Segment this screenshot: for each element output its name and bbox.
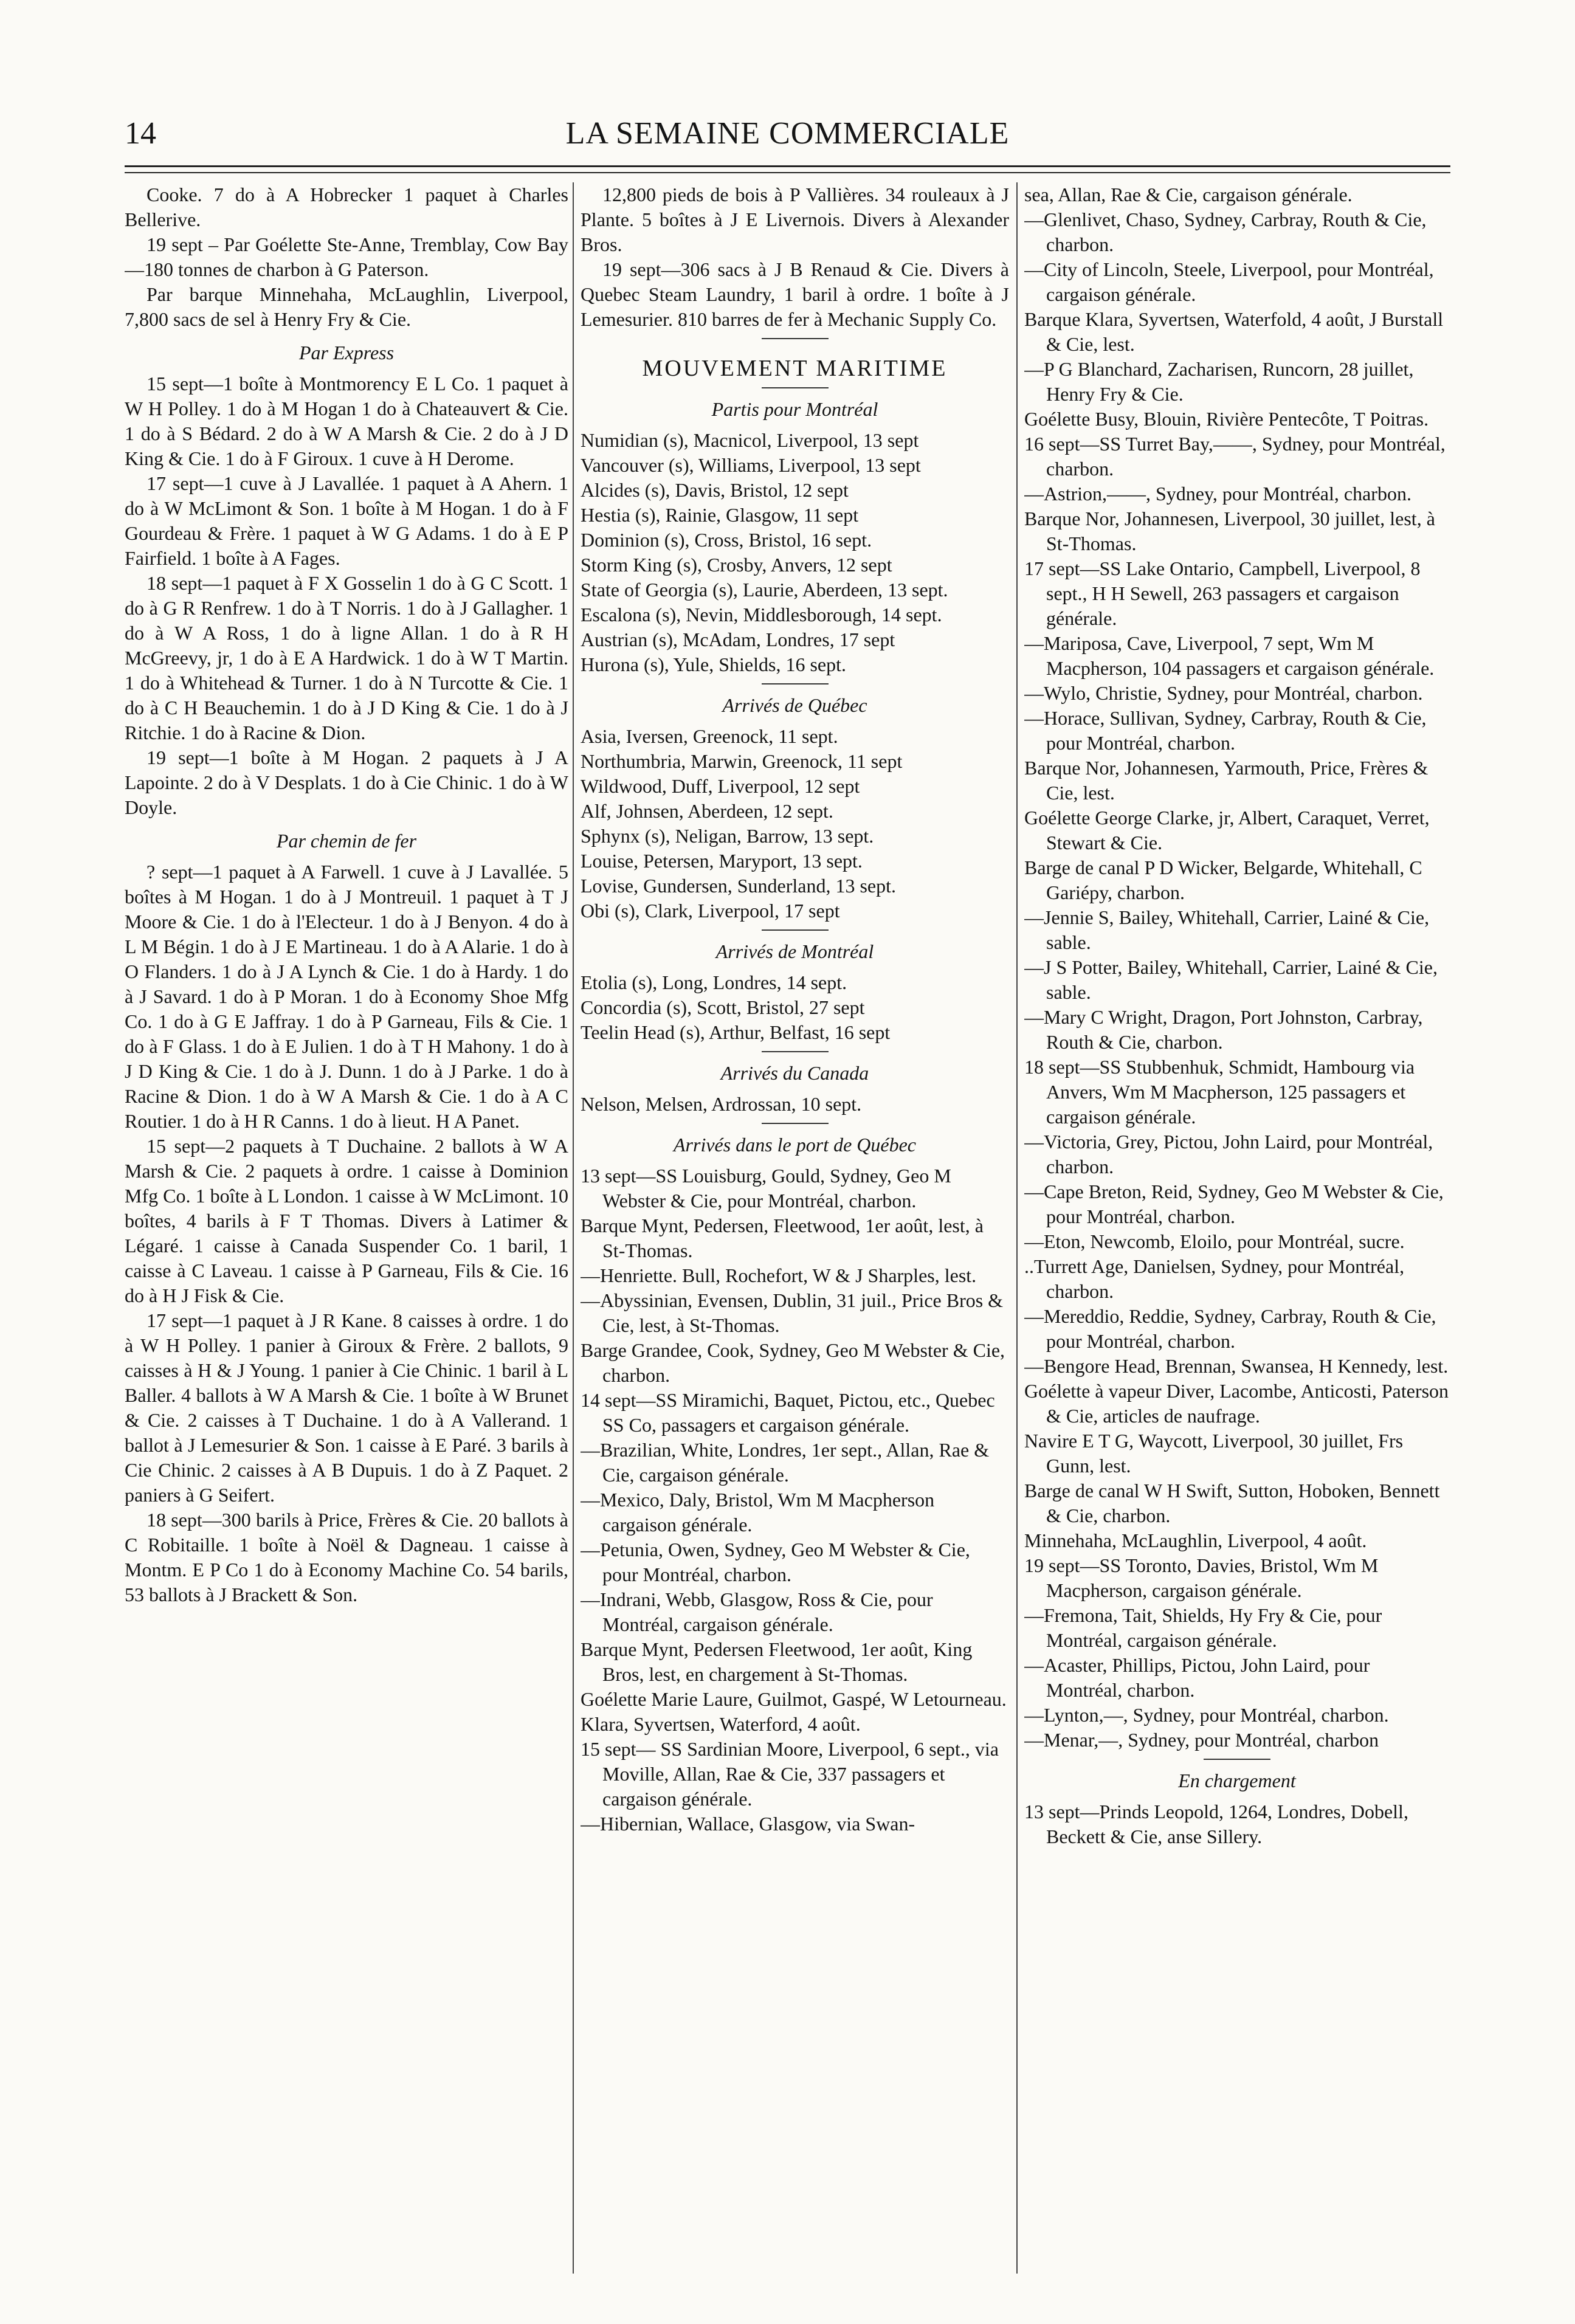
list-item: 19 sept—SS Toronto, Davies, Bristol, Wm M Macpherson, cargaison générale. — [1024, 1554, 1379, 1601]
list-item: Obi (s), Clark, Liverpool, 17 sept — [581, 900, 840, 922]
column-2 — [581, 182, 1009, 2274]
list-item: Barque Nor, Johannesen, Liverpool, 30 juillet, lest, à St-Thomas. — [1024, 508, 1435, 554]
subheading-port-quebec: Arrivés dans le port de Québec — [673, 1134, 916, 1156]
list-item: —Glenlivet, Chaso, Sydney, Carbray, Routh & Cie, charbon. — [1024, 209, 1427, 255]
list-item: —Indrani, Webb, Glasgow, Ross & Cie, pour Montréal, cargaison générale. — [581, 1588, 933, 1635]
list-arrives-montreal — [581, 970, 1009, 1045]
list-item: Goélette George Clarke, jr, Albert, Caraquet, Verret, Stewart & Cie. — [1024, 807, 1430, 853]
list-item: Minnehaha, McLaughlin, Liverpool, 4 août. — [1024, 1529, 1367, 1551]
list-item: —Wylo, Christie, Sydney, pour Montréal, charbon. — [1024, 682, 1423, 704]
list-item: —Mexico, Daly, Bristol, Wm M Macpherson cargaison générale. — [581, 1489, 935, 1536]
list-item: 18 sept—SS Stubbenhuk, Schmidt, Hambourg via Anvers, Wm M Macpherson, 125 passagers et cargaison générale. — [1024, 1056, 1415, 1128]
subheading-arrives-canada: Arrivés du Canada — [720, 1062, 869, 1084]
subheading-en-chargement: En chargement — [1178, 1770, 1296, 1791]
railway-paragraph: 18 sept—300 barils à Price, Frères & Cie. 20 ballots à C Robitaille. 1 boîte à Noël & Dagneau. 1 caisse à Montm. E P Co 1 do à Economy Machine Co. 54 barils, 53 ballots à J Brackett & Son. — [125, 1509, 568, 1605]
list-item: —Petunia, Owen, Sydney, Geo M Webster & Cie, pour Montréal, charbon. — [581, 1539, 970, 1585]
list-item: —Cape Breton, Reid, Sydney, Geo M Webster & Cie, pour Montréal, charbon. — [1024, 1181, 1444, 1227]
list-item: —Henriette. Bull, Rochefort, W & J Sharples, lest. — [581, 1264, 977, 1286]
list-item: Barge de canal W H Swift, Sutton, Hoboken, Bennett & Cie, charbon. — [1024, 1480, 1440, 1526]
section-title-mouvement-maritime: MOUVEMENT MARITIME — [642, 356, 948, 381]
section-rule — [762, 683, 829, 684]
list-item: Vancouver (s), Williams, Liverpool, 13 sept — [581, 454, 921, 476]
list-item: Teelin Head (s), Arthur, Belfast, 16 sept — [581, 1021, 891, 1043]
list-item: —Mereddio, Reddie, Sydney, Carbray, Routh & Cie, pour Montréal, charbon. — [1024, 1305, 1436, 1352]
list-item: —Bengore Head, Brennan, Swansea, H Kennedy, lest. — [1024, 1355, 1449, 1377]
list-item: 13 sept—Prinds Leopold, 1264, Londres, Dobell, Beckett & Cie, anse Sillery. — [1024, 1801, 1408, 1847]
list-item: 16 sept—SS Turret Bay,——, Sydney, pour Montréal, charbon. — [1024, 433, 1446, 480]
list-item: —Victoria, Grey, Pictou, John Laird, pour Montréal, charbon. — [1024, 1131, 1433, 1178]
list-item: —Fremona, Tait, Shields, Hy Fry & Cie, pour Montréal, cargaison générale. — [1024, 1604, 1382, 1651]
list-item: Goélette à vapeur Diver, Lacombe, Anticosti, Paterson & Cie, articles de naufrage. — [1024, 1380, 1449, 1427]
list-item: —Jennie S, Bailey, Whitehall, Carrier, Lainé & Cie, sable. — [1024, 906, 1430, 953]
list-item: —Brazilian, White, Londres, 1er sept., Allan, Rae & Cie, cargaison générale. — [581, 1439, 990, 1486]
list-item: Storm King (s), Crosby, Anvers, 12 sept — [581, 554, 892, 576]
list-item: Nelson, Melsen, Ardrossan, 10 sept. — [581, 1093, 862, 1115]
list-item: —Hibernian, Wallace, Glasgow, via Swan- — [581, 1813, 915, 1835]
railway-paragraph: 19 sept—306 sacs à J B Renaud & Cie. Divers à Quebec Steam Laundry, 1 baril à ordre. 1 boîte à J Lemesurier. 810 barres de fer à Mechanic Supply Co. — [581, 258, 1009, 330]
list-item: —Horace, Sullivan, Sydney, Carbray, Routh & Cie, pour Montréal, charbon. — [1024, 707, 1427, 754]
list-item: —Acaster, Phillips, Pictou, John Laird, pour Montréal, charbon. — [1024, 1654, 1370, 1701]
list-item: Barque Nor, Johannesen, Yarmouth, Price, Frères & Cie, lest. — [1024, 757, 1429, 804]
list-arrives-canada — [581, 1092, 1009, 1117]
list-port-quebec — [581, 1164, 1009, 1836]
list-item: State of Georgia (s), Laurie, Aberdeen, 13 sept. — [581, 579, 948, 601]
list-item: Asia, Iversen, Greenock, 11 sept. — [581, 725, 838, 747]
list-partis — [581, 428, 1009, 677]
section-rule — [762, 1051, 829, 1052]
list-item: Northumbria, Marwin, Greenock, 11 sept — [581, 750, 903, 772]
arrivals-paragraph: Par barque Minnehaha, McLaughlin, Liverpool, 7,800 sacs de sel à Henry Fry & Cie. — [125, 283, 568, 330]
subheading-arrives-quebec: Arrivés de Québec — [722, 694, 867, 716]
header-rule — [125, 172, 1450, 173]
page-title: LA SEMAINE COMMERCIALE — [565, 116, 1010, 151]
list-item: Etolia (s), Long, Londres, 14 sept. — [581, 971, 847, 993]
list-item: Barge de canal P D Wicker, Belgarde, Whitehall, C Gariépy, charbon. — [1024, 857, 1422, 903]
list-item: Sphynx (s), Neligan, Barrow, 13 sept. — [581, 825, 874, 847]
section-rule — [762, 1123, 829, 1124]
list-item: —J S Potter, Bailey, Whitehall, Carrier, Lainé & Cie, sable. — [1024, 956, 1438, 1003]
list-item: Escalona (s), Nevin, Middlesborough, 14 sept. — [581, 604, 942, 626]
railway-paragraph: ? sept—1 paquet à A Farwell. 1 cuve à J Lavallée. 5 boîtes à M Hogan. 1 do à J Montreuil. 1 paquet à T J Moore & Cie. 1 do à l'Electeur. 1 do à J Benyon. 4 do à L M Bégin. 1 do à J E Martineau. 1 do à A Alarie. 1 do à O Flanders. 1 do à J A Lynch & Cie. 1 do à Hardy. 1 do à J Savard. 1 do à P Moran. 1 do à Economy Shoe Mfg Co. 1 do à G E Jaffray. 1 do à P Garneau, Fils & Cie. 1 do à F Glass. 1 do à E Julien. 1 do à T H Mahony. 1 do à J D King & Cie. 1 do à J. Dunn. 1 do à J Parke. 1 do à Racine & Dion. 1 do à W A Marsh & Cie. 1 do à A C Routier. 1 do à H R Canns. 1 do à lieut. H A Panet. — [125, 861, 568, 1132]
column-divider — [573, 182, 574, 2274]
list-item: —Menar,—, Sydney, pour Montréal, charbon — [1024, 1729, 1379, 1751]
express-paragraph: 19 sept—1 boîte à M Hogan. 2 paquets à J A Lapointe. 2 do à V Desplats. 1 do à Cie Chinic. 1 do à W Doyle. — [125, 747, 568, 818]
list-item: —Lynton,—, Sydney, pour Montréal, charbon. — [1024, 1704, 1389, 1726]
express-paragraph: 17 sept—1 cuve à J Lavallée. 1 paquet à A Ahern. 1 do à W McLimont & Son. 1 boîte à M Hogan. 1 do à F Gourdeau & Frère. 1 paquet à W G Adams. 1 do à E P Fairfield. 1 boîte à A Fages. — [125, 472, 568, 569]
subheading-partis: Partis pour Montréal — [711, 398, 878, 420]
list-item: —Mary C Wright, Dragon, Port Johnston, Carbray, Routh & Cie, charbon. — [1024, 1006, 1423, 1053]
list-item: 17 sept—SS Lake Ontario, Campbell, Liverpool, 8 sept., H H Sewell, 263 passagers et cargaison générale. — [1024, 557, 1421, 629]
list-item: Austrian (s), McAdam, Londres, 17 sept — [581, 629, 895, 650]
list-item: Goélette Busy, Blouin, Rivière Pentecôte, T Poitras. — [1024, 408, 1429, 430]
list-item: Barque Mynt, Pedersen Fleetwood, 1er août, King Bros, lest, en chargement à St-Thomas. — [581, 1638, 973, 1685]
arrivals-paragraph: Cooke. 7 do à A Hobrecker 1 paquet à Charles Bellerive. — [125, 184, 568, 230]
column-1 — [125, 182, 568, 2274]
list-item: Barque Klara, Syvertsen, Waterfold, 4 août, J Burstall & Cie, lest. — [1024, 308, 1444, 355]
list-item: Barge Grandee, Cook, Sydney, Geo M Webster & Cie, charbon. — [581, 1339, 1005, 1386]
list-item: Hurona (s), Yule, Shields, 16 sept. — [581, 653, 846, 675]
list-item: Dominion (s), Cross, Bristol, 16 sept. — [581, 529, 872, 551]
list-item: —Abyssinian, Evensen, Dublin, 31 juil., Price Bros & Cie, lest, à St-Thomas. — [581, 1289, 1004, 1336]
header-rule — [125, 165, 1450, 167]
express-paragraph: 15 sept—1 boîte à Montmorency E L Co. 1 paquet à W H Polley. 1 do à M Hogan 1 do à Chateauvert & Cie. 1 do à S Bédard. 2 do à W A Marsh & Cie. 2 do à J D King & Cie. 1 do à F Giroux. 1 cuve à H Derome. — [125, 373, 568, 469]
section-rule — [762, 387, 829, 388]
list-item: Alf, Johnsen, Aberdeen, 12 sept. — [581, 800, 833, 822]
list-item: 15 sept— SS Sardinian Moore, Liverpool, 6 sept., via Moville, Allan, Rae & Cie, 337 passagers et cargaison générale. — [581, 1738, 999, 1810]
list-item: 14 sept—SS Miramichi, Baquet, Pictou, etc., Quebec SS Co, passagers et cargaison générale. — [581, 1389, 995, 1436]
list-item: Wildwood, Duff, Liverpool, 12 sept — [581, 775, 860, 797]
list-item: —P G Blanchard, Zacharisen, Runcorn, 28 juillet, Henry Fry & Cie. — [1024, 358, 1414, 405]
list-arrives-quebec — [581, 724, 1009, 923]
list-item: Louise, Petersen, Maryport, 13 sept. — [581, 850, 863, 872]
page-header — [125, 116, 1450, 158]
subheading-arrives-montreal: Arrivés de Montréal — [715, 940, 874, 962]
list-item: Numidian (s), Macnicol, Liverpool, 13 sept — [581, 429, 919, 451]
section-rule — [1204, 1759, 1270, 1760]
list-port-quebec-continued — [1024, 182, 1450, 1753]
express-paragraph: 18 sept—1 paquet à F X Gosselin 1 do à G C Scott. 1 do à G R Renfrew. 1 do à T Norris. 1 do à J Gallagher. 1 do à W A Ross, 1 do à ligne Allan. 1 do à R H McGreevy, jr, 1 do à E A Hardwick. 1 do à W T Martin. 1 do à Whitehead & Turner. 1 do à N Turcotte & Cie. 1 do à C H Beauchemin. 1 do à J D King & Cie. 1 do à J Ritchie. 1 do à Racine & Dion. — [125, 572, 568, 743]
subheading-chemin-de-fer: Par chemin de fer — [276, 830, 417, 852]
subheading-express: Par Express — [298, 342, 395, 364]
railway-paragraph: 17 sept—1 paquet à J R Kane. 8 caisses à ordre. 1 do à W H Polley. 1 panier à Giroux & Frère. 2 ballots, 9 caisses à H & J Young. 1 panier à Cie Chinic. 1 baril à L Baller. 4 ballots à W A Marsh & Cie. 1 boîte à W Brunet & Cie. 2 caisses à T Duchaine. 1 do à A Vallerand. 1 ballot à J Lemesurier & Son. 1 caisse à E Paré. 3 barils à Cie Chinic. 2 caisses à A B Dupuis. 1 do à Z Paquet. 2 paniers à G Seifert. — [125, 1309, 568, 1506]
list-item: Lovise, Gundersen, Sunderland, 13 sept. — [581, 875, 897, 897]
list-en-chargement — [1024, 1799, 1450, 1849]
list-item: Concordia (s), Scott, Bristol, 27 sept — [581, 996, 865, 1018]
list-item: Alcides (s), Davis, Bristol, 12 sept — [581, 479, 849, 501]
list-item: ..Turrett Age, Danielsen, Sydney, pour Montréal, charbon. — [1024, 1255, 1405, 1302]
list-item: Barque Mynt, Pedersen, Fleetwood, 1er août, lest, à St-Thomas. — [581, 1215, 984, 1261]
column-divider — [1016, 182, 1018, 2274]
list-item: 13 sept—SS Louisburg, Gould, Sydney, Geo M Webster & Cie, pour Montréal, charbon. — [581, 1165, 951, 1212]
column-3 — [1024, 182, 1450, 2274]
list-item: Hestia (s), Rainie, Glasgow, 11 sept — [581, 504, 859, 526]
list-item: —City of Lincoln, Steele, Liverpool, pour Montréal, cargaison générale. — [1024, 258, 1434, 305]
list-item: —Mariposa, Cave, Liverpool, 7 sept, Wm M Macpherson, 104 passagers et cargaison générale. — [1024, 632, 1435, 679]
section-rule — [762, 929, 829, 931]
list-item: Klara, Syvertsen, Waterford, 4 août. — [581, 1713, 861, 1735]
list-item: —Astrion,——, Sydney, pour Montréal, charbon. — [1024, 483, 1411, 505]
page-number: 14 — [125, 116, 156, 151]
list-item: Navire E T G, Waycott, Liverpool, 30 juillet, Frs Gunn, lest. — [1024, 1430, 1404, 1477]
railway-paragraph: 15 sept—2 paquets à T Duchaine. 2 ballots à W A Marsh & Cie. 2 paquets à ordre. 1 caisse à Dominion Mfg Co. 1 boîte à L London. 1 caisse à W McLimont. 10 boîtes, 4 barils à F T Thomas. Divers à Latimer & Légaré. 1 caisse à Canada Suspender Co. 1 baril, 1 caisse à C Laveau. 1 caisse à P Garneau, Fils & Cie. 16 do à H J Fisk & Cie. — [125, 1135, 568, 1306]
list-item: —Eton, Newcomb, Eloilo, pour Montréal, sucre. — [1024, 1230, 1405, 1252]
railway-paragraph: 12,800 pieds de bois à P Vallières. 34 rouleaux à J Plante. 5 boîtes à J E Livernois. Divers à Alexander Bros. — [581, 184, 1009, 255]
list-item: sea, Allan, Rae & Cie, cargaison générale. — [1024, 184, 1353, 205]
list-item: Goélette Marie Laure, Guilmot, Gaspé, W Letourneau. — [581, 1688, 1007, 1710]
section-rule — [762, 338, 829, 339]
arrivals-paragraph: 19 sept – Par Goélette Ste-Anne, Tremblay, Cow Bay—180 tonnes de charbon à G Paterson. — [125, 233, 568, 280]
